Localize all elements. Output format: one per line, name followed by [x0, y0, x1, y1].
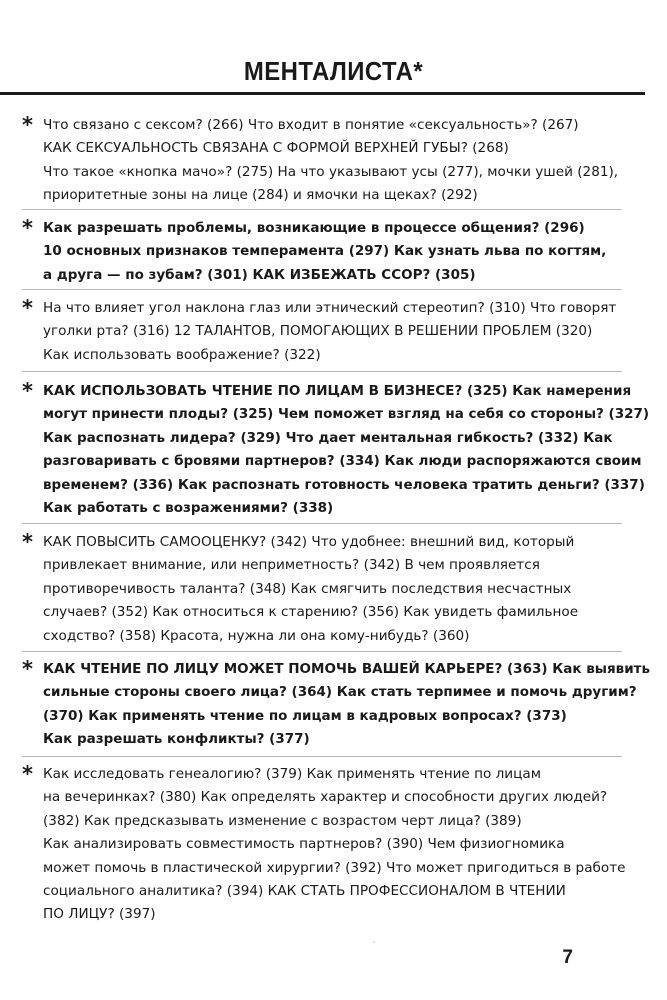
star-bullet-icon: *: [22, 113, 33, 137]
toc-entry: [22, 217, 627, 287]
entry-text: [43, 297, 627, 367]
section-divider: [22, 756, 622, 757]
entry-line: ПО ЛИЦУ? (397): [43, 906, 156, 923]
entry-line: может помочь в пластической хирургии? (392) Что может пригодиться в работе: [43, 859, 626, 876]
entry-text: [43, 658, 651, 752]
entry-line: а друга — по зубам? (301) КАК ИЗБЕЖАТЬ ССОР? (305): [43, 266, 476, 283]
section-divider: [22, 289, 622, 290]
entry-line: Как анализировать совместимость партнеров? (390) Чем физиогномика: [43, 836, 565, 853]
section-divider: [22, 651, 622, 652]
toc-entry: [22, 297, 627, 367]
entry-line: сильные стороны своего лица? (364) Как стать терпимее и помочь другим?: [43, 684, 637, 701]
toc-entry: [22, 531, 627, 648]
toc-entry: [22, 114, 627, 208]
entry-line: временем? (336) Как распознать готовность человека тратить деньги? (337): [43, 476, 645, 493]
entry-line: (382) Как предсказывать изменение с возрастом черт лица? (389): [43, 812, 522, 829]
entry-line: На что влияет угол наклона глаз или этнический стереотип? (310) Что говорят: [43, 300, 617, 316]
entry-text: [43, 217, 627, 287]
entry-line: КАК ЧТЕНИЕ ПО ЛИЦУ МОЖЕТ ПОМОЧЬ ВАШЕЙ КАРЬЕРЕ? (363) Как выявить: [43, 661, 651, 677]
paper-speck: [373, 941, 375, 943]
entry-line: КАК ИСПОЛЬЗОВАТЬ ЧТЕНИЕ ПО ЛИЦАМ В БИЗНЕСЕ? (325) Как намерения: [43, 383, 632, 399]
entry-line: Как разрешать проблемы, возникающие в процессе общения? (296): [43, 220, 585, 236]
entry-line: Как разрешать конфликты? (377): [43, 731, 310, 748]
entry-line: привлекает внимание, или неприметность? (342) В чем проявляется: [43, 557, 540, 574]
toc-entry: [22, 763, 627, 927]
star-bullet-icon: *: [22, 296, 33, 320]
entry-text: [43, 380, 650, 520]
star-bullet-icon: *: [22, 657, 33, 681]
entry-line: социального аналитика? (394) КАК СТАТЬ ПРОФЕССИОНАЛОМ В ЧТЕНИИ: [43, 883, 566, 900]
entry-line: на вечеринках? (380) Как определять характер и способности других людей?: [43, 789, 608, 806]
entry-text: [43, 114, 627, 208]
entry-line: Как использовать воображение? (322): [43, 346, 321, 363]
entry-line: Как работать с возражениями? (338): [43, 500, 334, 517]
section-divider: [22, 371, 622, 372]
star-bullet-icon: *: [22, 530, 33, 554]
entry-text: [43, 531, 627, 648]
entry-line: Что связано с сексом? (266) Что входит в понятие «сексуальность»? (267): [43, 117, 579, 133]
entry-line: случаев? (352) Как относиться к старению? (356) Как увидеть фамильное: [43, 604, 579, 621]
entry-line: разговаривать с бровями партнеров? (334) Как люди распоряжаются своим: [43, 453, 642, 470]
star-bullet-icon: *: [22, 379, 33, 403]
entry-line: 10 основных признаков темперамента (297) Как узнать льва по когтям,: [43, 243, 607, 260]
star-bullet-icon: *: [22, 216, 33, 240]
toc-entry: [22, 379, 650, 520]
toc-entry: [22, 657, 651, 752]
entry-line: Как исследовать генеалогию? (379) Как применять чтение по лицам: [43, 766, 541, 782]
entry-line: КАК ПОВЫСИТЬ САМООЦЕНКУ? (342) Что удобнее: внешний вид, который: [43, 534, 575, 550]
page-title: МЕНТАЛИСТА*: [243, 56, 424, 86]
header-rule: [0, 92, 645, 95]
entry-line: приоритетные зоны на лице (284) и ямочки на щеках? (292): [43, 187, 478, 204]
star-bullet-icon: *: [22, 762, 33, 786]
entry-line: сходство? (358) Красота, нужна ли она кому-нибудь? (360): [43, 627, 470, 644]
entry-line: Что такое «кнопка мачо»? (275) На что указывают усы (277), мочки ушей (281),: [43, 163, 619, 180]
entry-line: Как распознать лидера? (329) Что дает ментальная гибкость? (332) Как: [43, 429, 613, 446]
entry-line: могут принести плоды? (325) Чем поможет взгляд на себя со стороны? (327): [43, 406, 650, 423]
page-number: 7: [562, 947, 573, 968]
entry-text: [43, 763, 627, 927]
entry-line: уголки рта? (316) 12 ТАЛАНТОВ, ПОМОГАЮЩИХ В РЕШЕНИИ ПРОБЛЕМ (320): [43, 323, 593, 340]
entry-line: противоречивость таланта? (348) Как смягчить последствия несчастных: [43, 580, 572, 597]
entry-line: (370) Как применять чтение по лицам в кадровых вопросах? (373): [43, 707, 567, 724]
section-divider: [22, 523, 622, 524]
entry-line: КАК СЕКСУАЛЬНОСТЬ СВЯЗАНА С ФОРМОЙ ВЕРХНЕЙ ГУБЫ? (268): [43, 140, 509, 157]
section-divider: [22, 209, 622, 210]
